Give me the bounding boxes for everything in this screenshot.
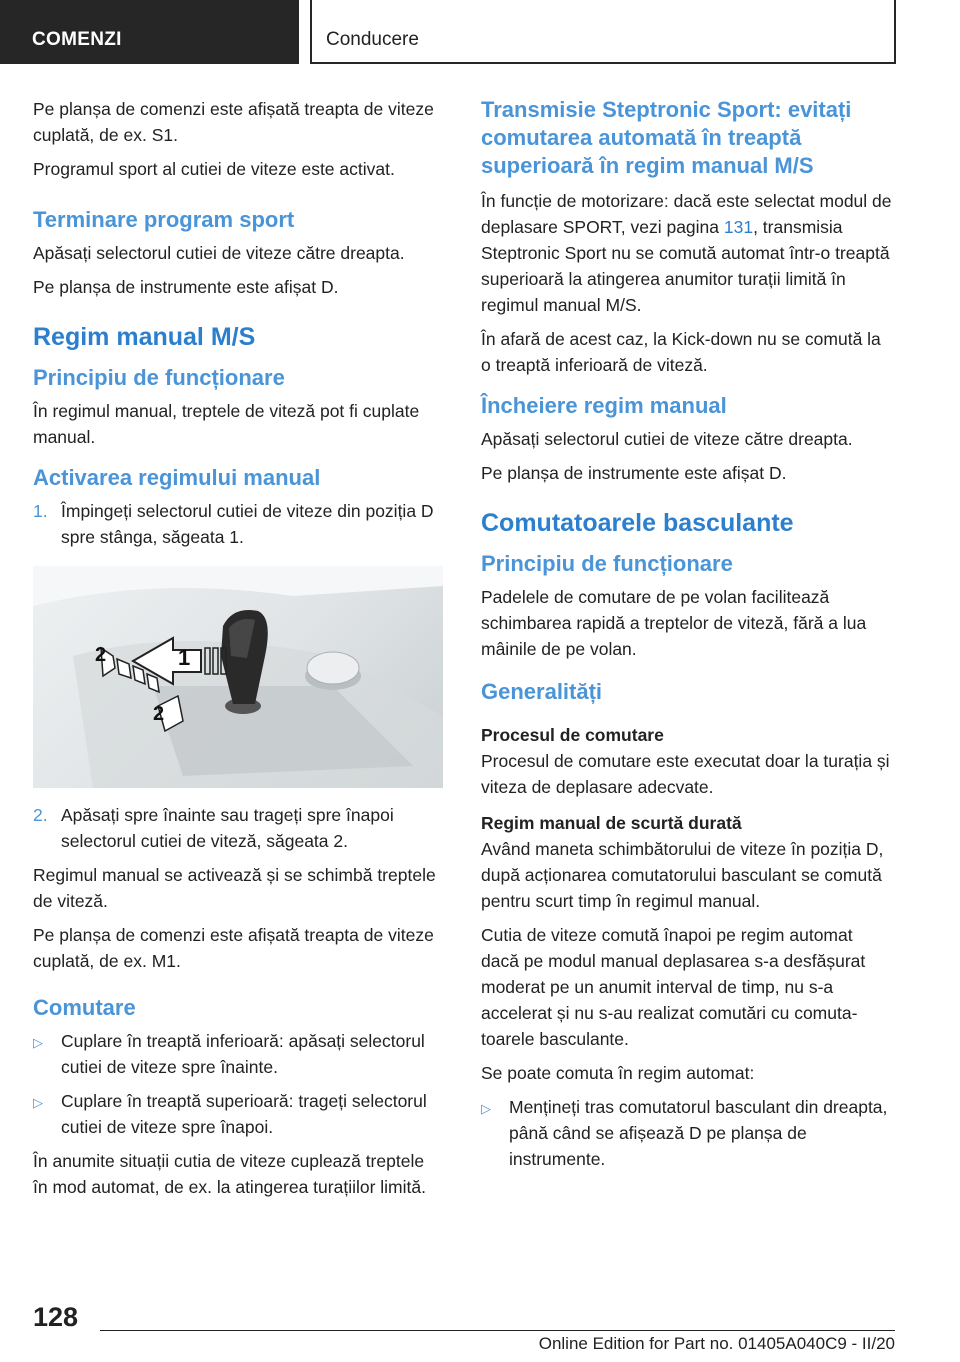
paragraph: Apăsați selectorul cutiei de viteze către dreapta. [33,243,405,263]
chapter-tab: Conducere [310,0,896,64]
heading-shift: Comutare [33,995,136,1020]
right-column [481,96,893,1180]
bullet-text: Cuplare în treaptă inferioară: apăsați selectorul cutiei de viteze spre înainte. [61,1031,425,1077]
heading-steptronic: Transmisie Steptronic Sport: evitați comutarea automată în treaptă superioară în regim manual M/S [481,97,852,178]
paragraph: În regimul manual, treptele de viteză pot fi cuplate manual. [33,401,420,447]
paragraph: În anumite situații cutia de viteze cuplează treptele în mod automat, de ex. la atingerea turațiilor limită. [33,1151,426,1197]
arrow-label-2a: 2 [95,644,107,666]
bullet-text: Cuplare în treaptă superioară: trageți selectorul cutiei de viteze spre înapoi. [61,1091,427,1137]
triangle-right-icon: ▷ [33,1035,43,1050]
arrow-label-1: 1 [178,645,191,670]
heading-paddles: Comutatoarele basculante [481,509,794,537]
heading-activate-manual: Activarea regimului manual [33,465,321,490]
paragraph: Pe planșa de instrumente este afișat D. [481,463,787,483]
list-item [33,498,443,550]
list-item [33,1088,443,1140]
paragraph: Regimul manual se activează și se schimbă treptele de viteză. [33,865,436,911]
paragraph: Programul sport al cutiei de viteze este activat. [33,159,395,179]
page-reference-link[interactable]: 131 [723,217,754,237]
edition-note: Online Edition for Part no. 01405A040C9 - II/20 [538,1334,895,1353]
triangle-right-icon: ▷ [33,1095,43,1110]
bullet-text: Mențineți tras comutatorul basculant din dreapta, până când se afișează D pe planșa de instrumente. [509,1097,888,1169]
paragraph: Pe planșa de instrumente este afișat D. [33,277,339,297]
heading-principle: Principiu de funcționare [33,365,285,390]
list-item [33,1028,443,1080]
paragraph: Pe planșa de comenzi este afișată treapta de viteze cuplată, de ex. M1. [33,925,434,971]
paragraph: Cutia de viteze comută înapoi pe regim automat dacă pe modul manual deplasarea s-a desfășurat moderat pe un anumit interval de timp, nu s-a accelerat și nu s-au realizat comutări cu comutatoarele basculante. [481,925,866,1049]
heading-end-sport: Terminare program sport [33,207,295,232]
left-column [33,96,443,1208]
page-header [0,0,960,66]
heading-end-manual: Încheiere regim manual [481,393,727,418]
page-number: 128 [33,1302,79,1332]
paragraph: În afară de acest caz, la Kick-down nu se comută la o treaptă inferioară de viteză. [481,329,881,375]
paragraph: Având maneta schimbătorului de viteze în poziția D, după acționarea comutatorului basculant se comută pentru scurt timp în regimul manual. [481,839,884,911]
footer-divider [100,1330,895,1331]
paragraph: În funcție de motorizare: dacă este selectat modul de deplasare SPORT, vezi pagina 131, transmisia Steptronic Sport nu se comută automat într-o treaptă superioară la atingerea anumitor turații limită în regimul manual M/S. [481,191,892,315]
triangle-right-icon: ▷ [481,1101,491,1116]
section-tab: COMENZI [0,0,299,64]
heading-general: Generalități [481,679,603,704]
paragraph: Apăsați selectorul cutiei de viteze către dreapta. [481,429,853,449]
gear-selector-figure [33,566,443,788]
paragraph: Pe planșa de comenzi este afișată treapta de viteze cuplată, de ex. S1. [33,99,434,145]
gear-selector-illustration [33,566,443,788]
arrow-label-2b: 2 [153,703,165,725]
list-item [481,1094,893,1172]
step-text: Împingeți selectorul cutiei de viteze din poziția D spre stânga, săgeata 1. [61,501,434,547]
step-number: 1. [33,501,48,521]
heading-principle: Principiu de funcționare [481,551,733,576]
heading-manual-mode: Regim manual M/S [33,323,256,351]
subheading-short-manual: Regim manual de scurtă durată [481,813,742,833]
paragraph: Procesul de comutare este executat doar la turația și viteza de deplasare adecvate. [481,751,890,797]
step-text: Apăsați spre înainte sau trageți spre înapoi selectorul cutiei de viteză, săgeata 2. [61,805,394,851]
paragraph: Se poate comuta în regim automat: [481,1063,755,1083]
list-item [33,802,443,854]
step-number: 2. [33,805,48,825]
subheading-process: Procesul de comutare [481,725,664,745]
paragraph: Padelele de comutare de pe volan facilitează schimbarea rapidă a treptelor de viteză, fără a lua mâinile de pe volan. [481,587,867,659]
